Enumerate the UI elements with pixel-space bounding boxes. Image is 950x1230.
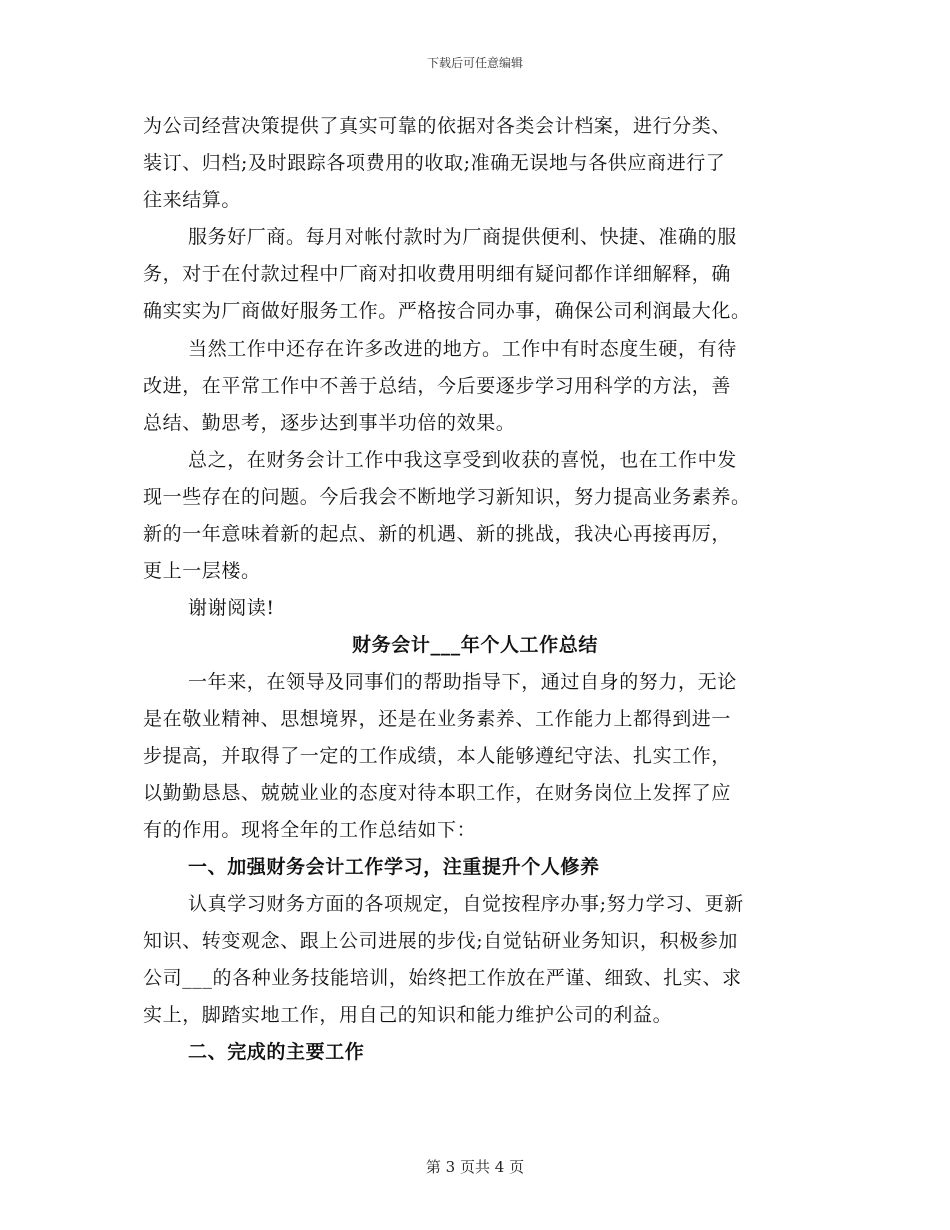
page-footer: 第 3 页共 4 页 bbox=[425, 1158, 525, 1176]
paragraph-line: 装订、归档;及时跟踪各项费用的收取;准确无误地与各供应商进行了 bbox=[143, 152, 726, 174]
paragraph-line: 知识、转变观念、跟上公司进展的步伐;自觉钻研业务知识，积极参加 bbox=[143, 930, 739, 952]
paragraph-line: 以勤勤恳恳、兢兢业业的态度对待本职工作，在财务岗位上发挥了应 bbox=[143, 782, 732, 804]
paragraph-line: 是在敬业精神、思想境界，还是在业务素养、工作能力上都得到进一 bbox=[143, 708, 732, 730]
paragraph-line: 谢谢阅读! bbox=[188, 597, 275, 619]
paragraph-line: 总结、勤思考，逐步达到事半功倍的效果。 bbox=[143, 412, 516, 434]
paragraph-line: 为公司经营决策提供了真实可靠的依据对各类会计档案，进行分类、 bbox=[143, 115, 732, 137]
paragraph-line: 现一些存在的问题。今后我会不断地学习新知识，努力提高业务素养。 bbox=[143, 486, 751, 508]
paragraph-line: 新的一年意味着新的起点、新的机遇、新的挑战，我决心再接再厉， bbox=[143, 523, 732, 545]
section-heading: 二、完成的主要工作 bbox=[188, 1041, 365, 1063]
paragraph-line: 更上一层楼。 bbox=[143, 560, 261, 582]
section-heading: 一、加强财务会计工作学习，注重提升个人修养 bbox=[188, 856, 600, 878]
paragraph-line: 实上，脚踏实地工作，用自己的知识和能力维护公司的利益。 bbox=[143, 1004, 673, 1026]
paragraph-line: 总之，在财务会计工作中我这享受到收获的喜悦，也在工作中发 bbox=[188, 449, 737, 471]
paragraph-line: 认真学习财务方面的各项规定，自觉按程序办事;努力学习、更新 bbox=[188, 893, 744, 915]
page-header: 下载后可任意编辑 bbox=[426, 56, 523, 70]
paragraph-line: 步提高，并取得了一定的工作成绩，本人能够遵纪守法、扎实工作， bbox=[143, 745, 732, 767]
paragraph-line: 服务好厂商。每月对帐付款时为厂商提供便利、快捷、准确的服 bbox=[188, 226, 737, 248]
paragraph-line: 一年来，在领导及同事们的帮助指导下，通过自身的努力，无论 bbox=[188, 671, 737, 693]
paragraph-line: 务，对于在付款过程中厂商对扣收费用明细有疑问都作详细解释，确 bbox=[143, 263, 732, 285]
paragraph-line: 改进，在平常工作中不善于总结，今后要逐步学习用科学的方法，善 bbox=[143, 375, 732, 397]
paragraph-line: 确实实为厂商做好服务工作。严格按合同办事，确保公司利润最大化。 bbox=[143, 300, 751, 322]
paragraph-line: 当然工作中还存在许多改进的地方。工作中有时态度生硬，有待 bbox=[188, 338, 737, 360]
paragraph-line: 有的作用。现将全年的工作总结如下： bbox=[143, 819, 477, 841]
section-title: 财务会计___年个人工作总结 bbox=[352, 634, 598, 656]
paragraph-line: 公司___的各种业务技能培训，始终把工作放在严谨、细致、扎实、求 bbox=[143, 967, 742, 989]
paragraph-line: 往来结算。 bbox=[143, 189, 242, 211]
